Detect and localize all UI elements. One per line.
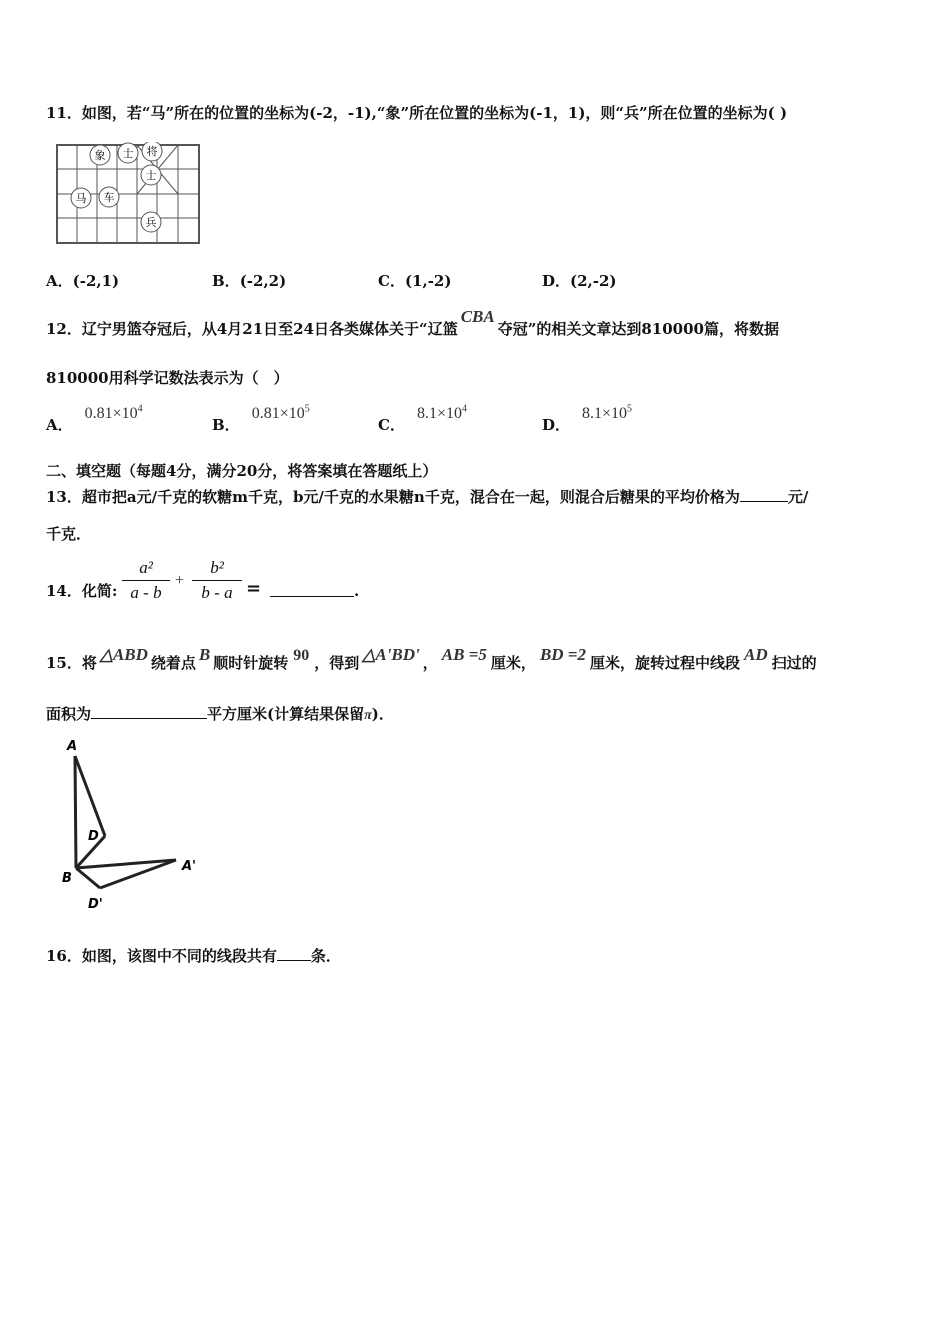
q13-line2: 千克． [46, 525, 92, 543]
q12-line1: 12．辽宁男篮夺冠后，从4月21日至24日各类媒体关于“辽篮CBA夺冠”的相关文章达到810000篇，将数据 [46, 307, 779, 338]
q12-line2: 810000用科学记数法表示为（ ） [46, 369, 289, 387]
rotation-figure [58, 736, 218, 916]
triangle-abd: △ABD [99, 645, 148, 664]
label-a-prime: A' [182, 859, 197, 874]
point-b: B [198, 645, 211, 664]
q16-line: 16．如图，该图中不同的线段共有 条． [46, 947, 341, 965]
length-bd: BD =2 [539, 645, 586, 664]
label-b: B [62, 871, 72, 886]
piece-label: 象 [94, 149, 106, 162]
segment-bd-prime [76, 868, 100, 888]
q12-option-d[interactable]: D．$8.1\times 10^5$ [542, 403, 633, 434]
rotation-angle: 90 [293, 647, 310, 664]
segment-ab [75, 756, 76, 868]
label-d-prime: D' [88, 897, 103, 912]
q14-label: 14．化简: [46, 582, 118, 600]
q12-option-c[interactable]: C．$8.1\times 10^4$ [378, 403, 467, 434]
q12-option-a[interactable]: A．$0.81\times 10^4$ [46, 403, 143, 434]
q14-fraction-1: a² a - b [122, 558, 170, 603]
piece-label: 兵 [145, 216, 157, 229]
q11-option-d[interactable]: D．(2,-2) [542, 272, 617, 290]
q11-option-b[interactable]: B．(-2,2) [212, 272, 287, 290]
piece-shi-2 [141, 165, 161, 185]
q16-answer-blank[interactable] [277, 959, 311, 961]
piece-label: 将 [146, 145, 158, 158]
label-d: D [88, 829, 99, 844]
q12-option-b[interactable]: B．$0.81\times 10^5$ [212, 403, 310, 434]
piece-label: 马 [75, 192, 87, 205]
section-2-title: 二、填空题（每题4分，满分20分，将答案填在答题纸上） [46, 462, 438, 480]
piece-label: 车 [103, 191, 115, 204]
q14-end: . [354, 582, 360, 600]
q15-line2: 面积为 平方厘米(计算结果保留π)． [46, 705, 394, 723]
q13-answer-blank[interactable] [740, 500, 788, 502]
piece-ma [71, 188, 91, 208]
q11-stem: 11．如图，若“马”所在的位置的坐标为(-2，-1),“象”所在位置的坐标为(-1，1)，则“兵”所在位置的坐标为( ) [46, 104, 788, 122]
piece-label: 士 [145, 169, 157, 182]
piece-label: 士 [122, 147, 134, 160]
q11-option-a[interactable]: A．(-2,1) [46, 272, 120, 290]
q13-line1: 13．超市把a元/千克的软糖m千克，b元/千克的水果糖n千克，混合在一起，则混合后糖果的平均价格为 元/ [46, 488, 809, 506]
triangle-abd-prime: △A'BD' [362, 645, 420, 664]
length-ab: AB =5 [441, 645, 487, 664]
piece-jiang [142, 142, 162, 161]
chess-board-figure [54, 142, 204, 248]
piece-shi-1 [118, 143, 138, 163]
pi-symbol: π [364, 708, 372, 723]
cba-text: CBA [460, 307, 495, 326]
q14-equals: = [246, 578, 262, 599]
piece-che [99, 187, 119, 207]
segment-ad: AD [744, 645, 768, 664]
q11-option-c[interactable]: C．(1,-2) [378, 272, 452, 290]
label-a: A [67, 739, 78, 754]
piece-xiang [90, 145, 110, 165]
q14-plus: + [175, 572, 185, 589]
q14-fraction-2: b² b - a [192, 558, 242, 603]
q15-line1: 15．将 △ABD 绕着点 B 顺时针旋转 90 ，得到 △A'BD' ， AB =5 厘米， BD =2 厘米，旋转过程中线段 AD 扫过的 [46, 645, 817, 672]
piece-bing [141, 212, 161, 232]
q14-answer-blank[interactable] [270, 596, 354, 597]
q15-answer-blank[interactable] [91, 717, 207, 719]
segment-ad [75, 756, 105, 836]
